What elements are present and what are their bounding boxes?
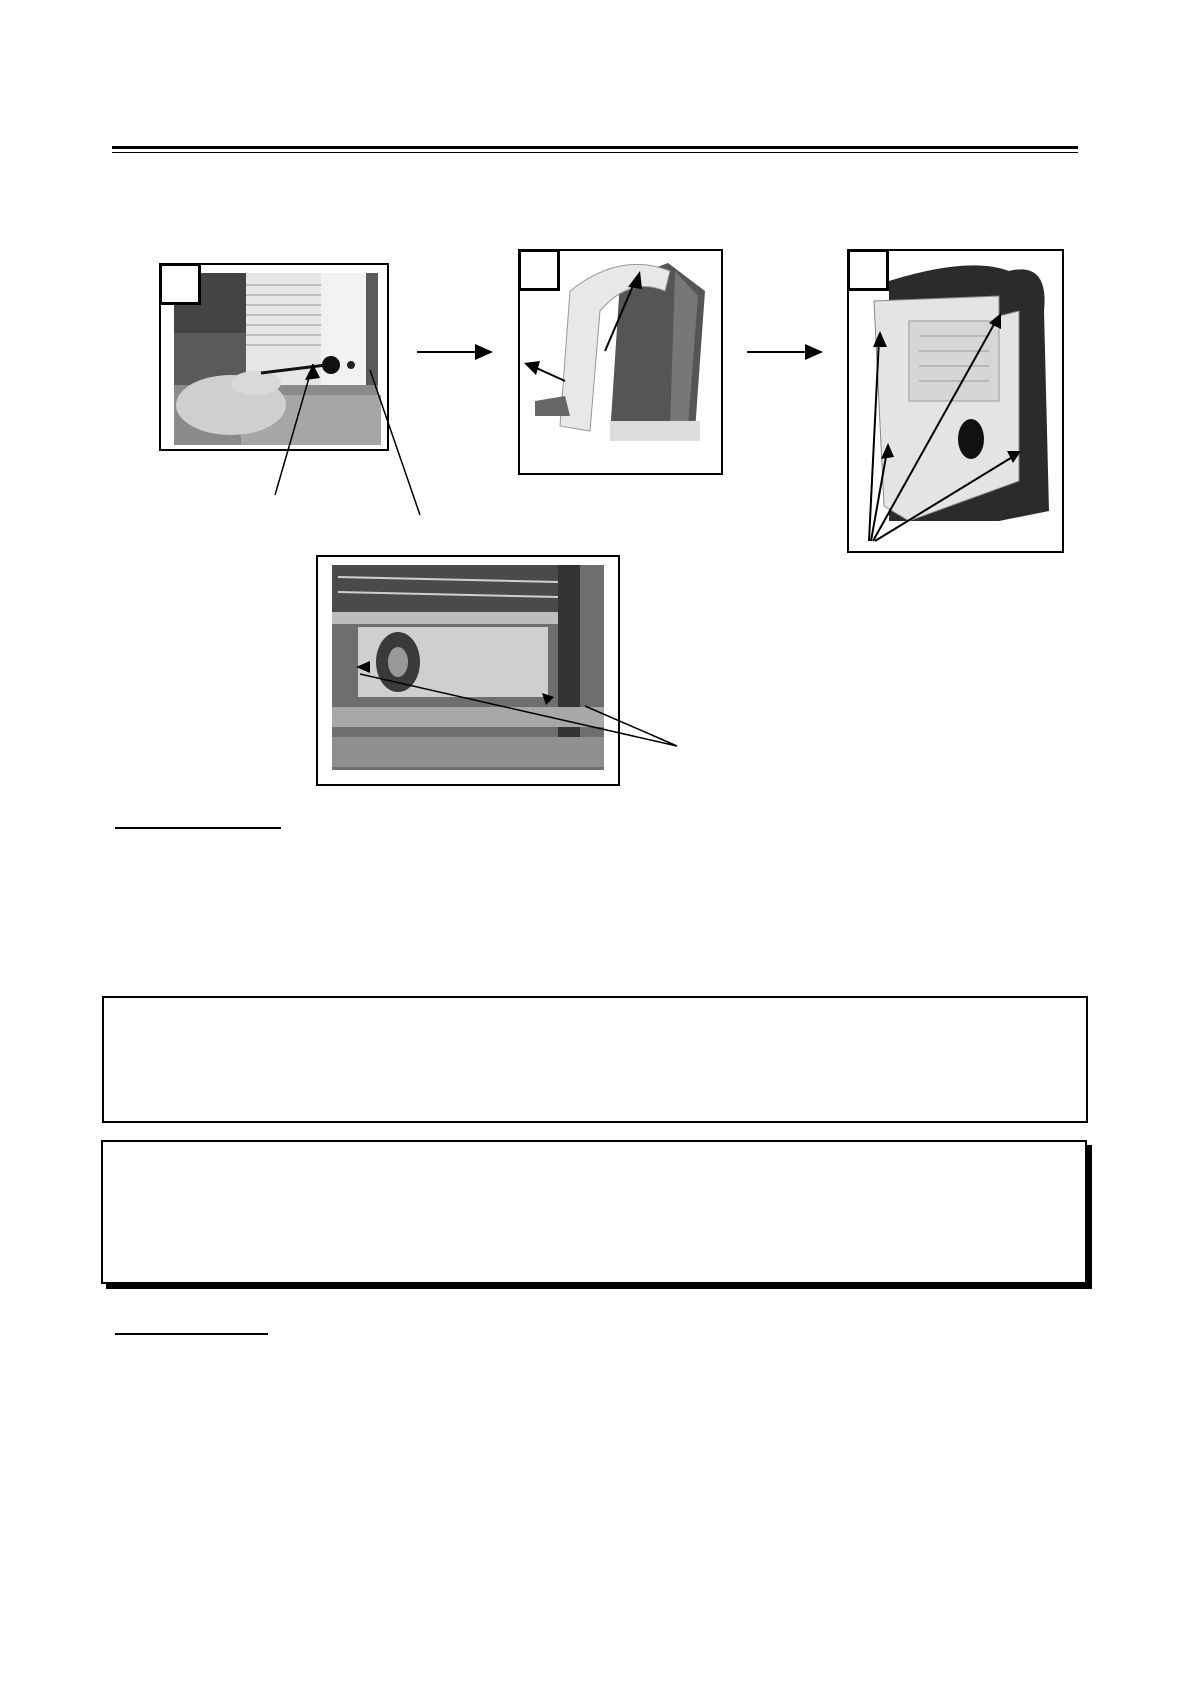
header-rule	[112, 146, 1078, 149]
section-heading-1	[115, 805, 281, 825]
section-heading-underline-2	[115, 1333, 268, 1335]
header-rule-thin	[112, 152, 1078, 153]
warning-text	[103, 1142, 1085, 1174]
step-number-box-2	[518, 249, 560, 291]
step-number-box-1	[159, 263, 201, 305]
callout-lines-photo-1	[260, 360, 430, 520]
step-number-box-3	[847, 249, 889, 291]
note-box	[102, 996, 1088, 1123]
arrow-right-icon	[415, 340, 495, 364]
photo-step-2	[518, 249, 723, 475]
section-heading-2	[115, 1311, 268, 1331]
photo-step-3	[847, 249, 1064, 553]
warning-box	[101, 1140, 1087, 1284]
callout-lines-photo-4	[355, 660, 685, 750]
section-heading-underline-1	[115, 827, 281, 829]
rear-unit-photo	[849, 251, 1062, 551]
note-text	[104, 998, 1086, 1030]
arrow-right-icon-2	[745, 340, 825, 364]
